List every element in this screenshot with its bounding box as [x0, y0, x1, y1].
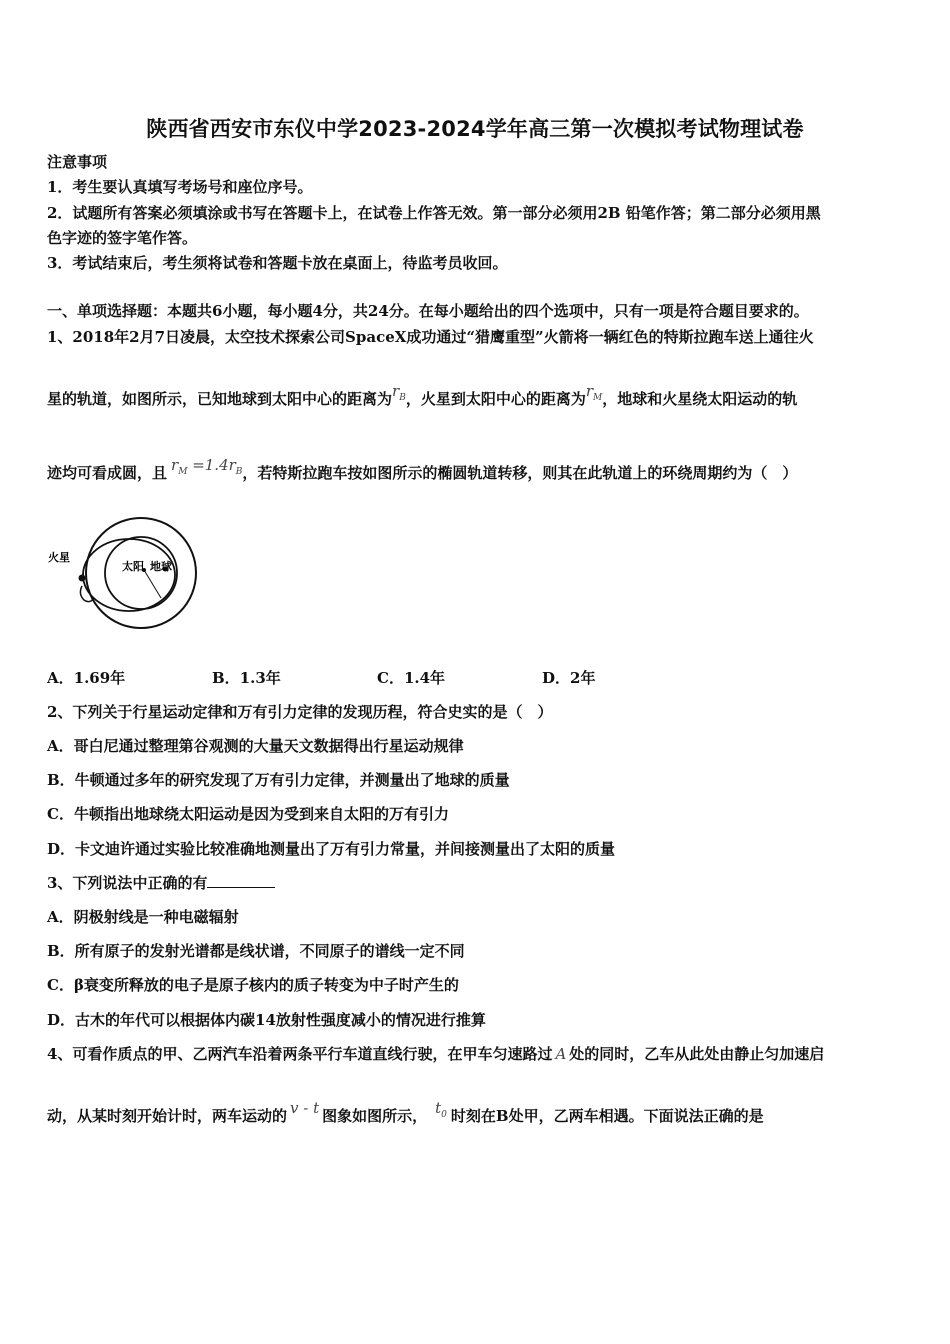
notice-heading: 注意事项	[47, 153, 108, 171]
q1-line-3a: 迹均可看成圆，且	[47, 464, 168, 482]
transfer-orbit	[83, 539, 175, 611]
earth-label: 地球	[150, 560, 172, 573]
q2-stem: 2、下列关于行星运动定律和万有引力定律的发现历程，符合史实的是（ ）	[47, 703, 553, 721]
q2-option-c[interactable]: C．牛顿指出地球绕太阳运动是因为受到来自太阳的万有引力	[47, 805, 449, 823]
notice-item-2-cont: 色字迹的签字笔作答。	[47, 229, 198, 247]
page-title: 陕西省西安市东仪中学2023-2024学年高三第一次模拟考试物理试卷	[146, 117, 804, 141]
q1-line-1: 1、2018年2月7日凌晨，太空技术探索公司SpaceX成功通过“猎鹰重型”火箭将一辆红色的特斯拉跑车送上通往火	[47, 328, 814, 346]
q3-stem: 3、下列说法中正确的有	[47, 874, 208, 892]
notice-item-3: 3．考试结束后，考生须将试卷和答题卡放在桌面上，待监考员收回。	[47, 254, 508, 272]
q3-option-c[interactable]: C．β衰变所释放的电子是原子核内的质子转变为中子时产生的	[47, 976, 459, 994]
q4-line-2	[47, 1099, 907, 1129]
q4-line-1b: 处的同时，乙车从此处由静止匀加速启	[569, 1045, 825, 1063]
mars-orbit	[86, 518, 196, 628]
sun-label: 太阳	[122, 560, 144, 573]
q1-line-2c: ，地球和火星绕太阳运动的轨	[602, 390, 798, 408]
q3-option-a[interactable]: A．阴极射线是一种电磁辐射	[47, 908, 239, 926]
q3-option-b[interactable]: B．所有原子的发射光谱都是线状谱，不同原子的谱线一定不同	[47, 942, 465, 960]
q1-line-2b: ，火星到太阳中心的距离为	[405, 390, 586, 408]
q2-option-d[interactable]: D．卡文迪许通过实验比较准确地测量出了万有引力常量，并间接测量出了太阳的质量	[47, 840, 616, 858]
math-r-b: $r_B$	[392, 382, 406, 403]
q4-line-2c: 时刻在B处甲，乙两车相遇。下面说法正确的是	[450, 1107, 764, 1125]
q1-line-3	[47, 456, 907, 486]
math-a: A	[555, 1045, 567, 1063]
q4-line-1	[47, 1044, 907, 1064]
q2-option-b[interactable]: B．牛顿通过多年的研究发现了万有引力定律，并测量出了地球的质量	[47, 771, 510, 789]
q4-line-2a: 动，从某时刻开始计时，两车运动的	[47, 1107, 288, 1125]
orbit-diagram	[44, 512, 204, 642]
q1-option-d[interactable]: D．2年	[542, 669, 596, 687]
q1-option-a[interactable]: A．1.69年	[47, 669, 126, 687]
section-heading: 一、单项选择题：本题共6小题，每小题4分，共24分。在每小题给出的四个选项中，只有一项是符合题目要求的。	[47, 302, 809, 320]
mars-dot	[79, 575, 86, 582]
q1-line-2	[47, 382, 907, 412]
notice-item-1: 1．考生要认真填写考场号和座位序号。	[47, 178, 313, 196]
notice-item-2: 2．试题所有答案必须填涂或书写在答题卡上，在试卷上作答无效。第一部分必须用2B 铅笔作答；第二部分必须用黑	[47, 204, 821, 222]
math-vt: v - t	[290, 1099, 320, 1117]
math-r-m: $r_M$	[585, 382, 603, 403]
math-t0: $t_0$	[435, 1099, 447, 1120]
q3-option-d[interactable]: D．古木的年代可以根据体内碳14放射性强度减小的情况进行推算	[47, 1011, 486, 1029]
earth-orbit	[105, 537, 177, 609]
q1-option-b[interactable]: B．1.3年	[212, 669, 281, 687]
q1-line-3b: ，若特斯拉跑车按如图所示的椭圆轨道转移，则其在此轨道上的环绕周期约为（ ）	[242, 464, 798, 482]
q1-options	[47, 668, 907, 688]
q4-line-2b: 图象如图所示，	[322, 1107, 428, 1125]
mars-label: 火星	[48, 551, 70, 564]
q4-line-1a: 4、可看作质点的甲、乙两汽车沿着两条平行车道直线行驶，在甲车匀速路过	[47, 1045, 553, 1063]
q3-stem-line	[47, 873, 907, 893]
q1-option-c[interactable]: C．1.4年	[377, 669, 446, 687]
q2-option-a[interactable]: A．哥白尼通过整理第谷观测的大量天文数据得出行星运动规律	[47, 737, 464, 755]
answer-blank[interactable]	[207, 873, 275, 888]
radius-line	[144, 570, 161, 598]
q1-line-2a: 星的轨道，如图所示，已知地球到太阳中心的距离为	[47, 390, 393, 408]
math-ratio: $r_M =1.4r_B$	[171, 456, 243, 477]
